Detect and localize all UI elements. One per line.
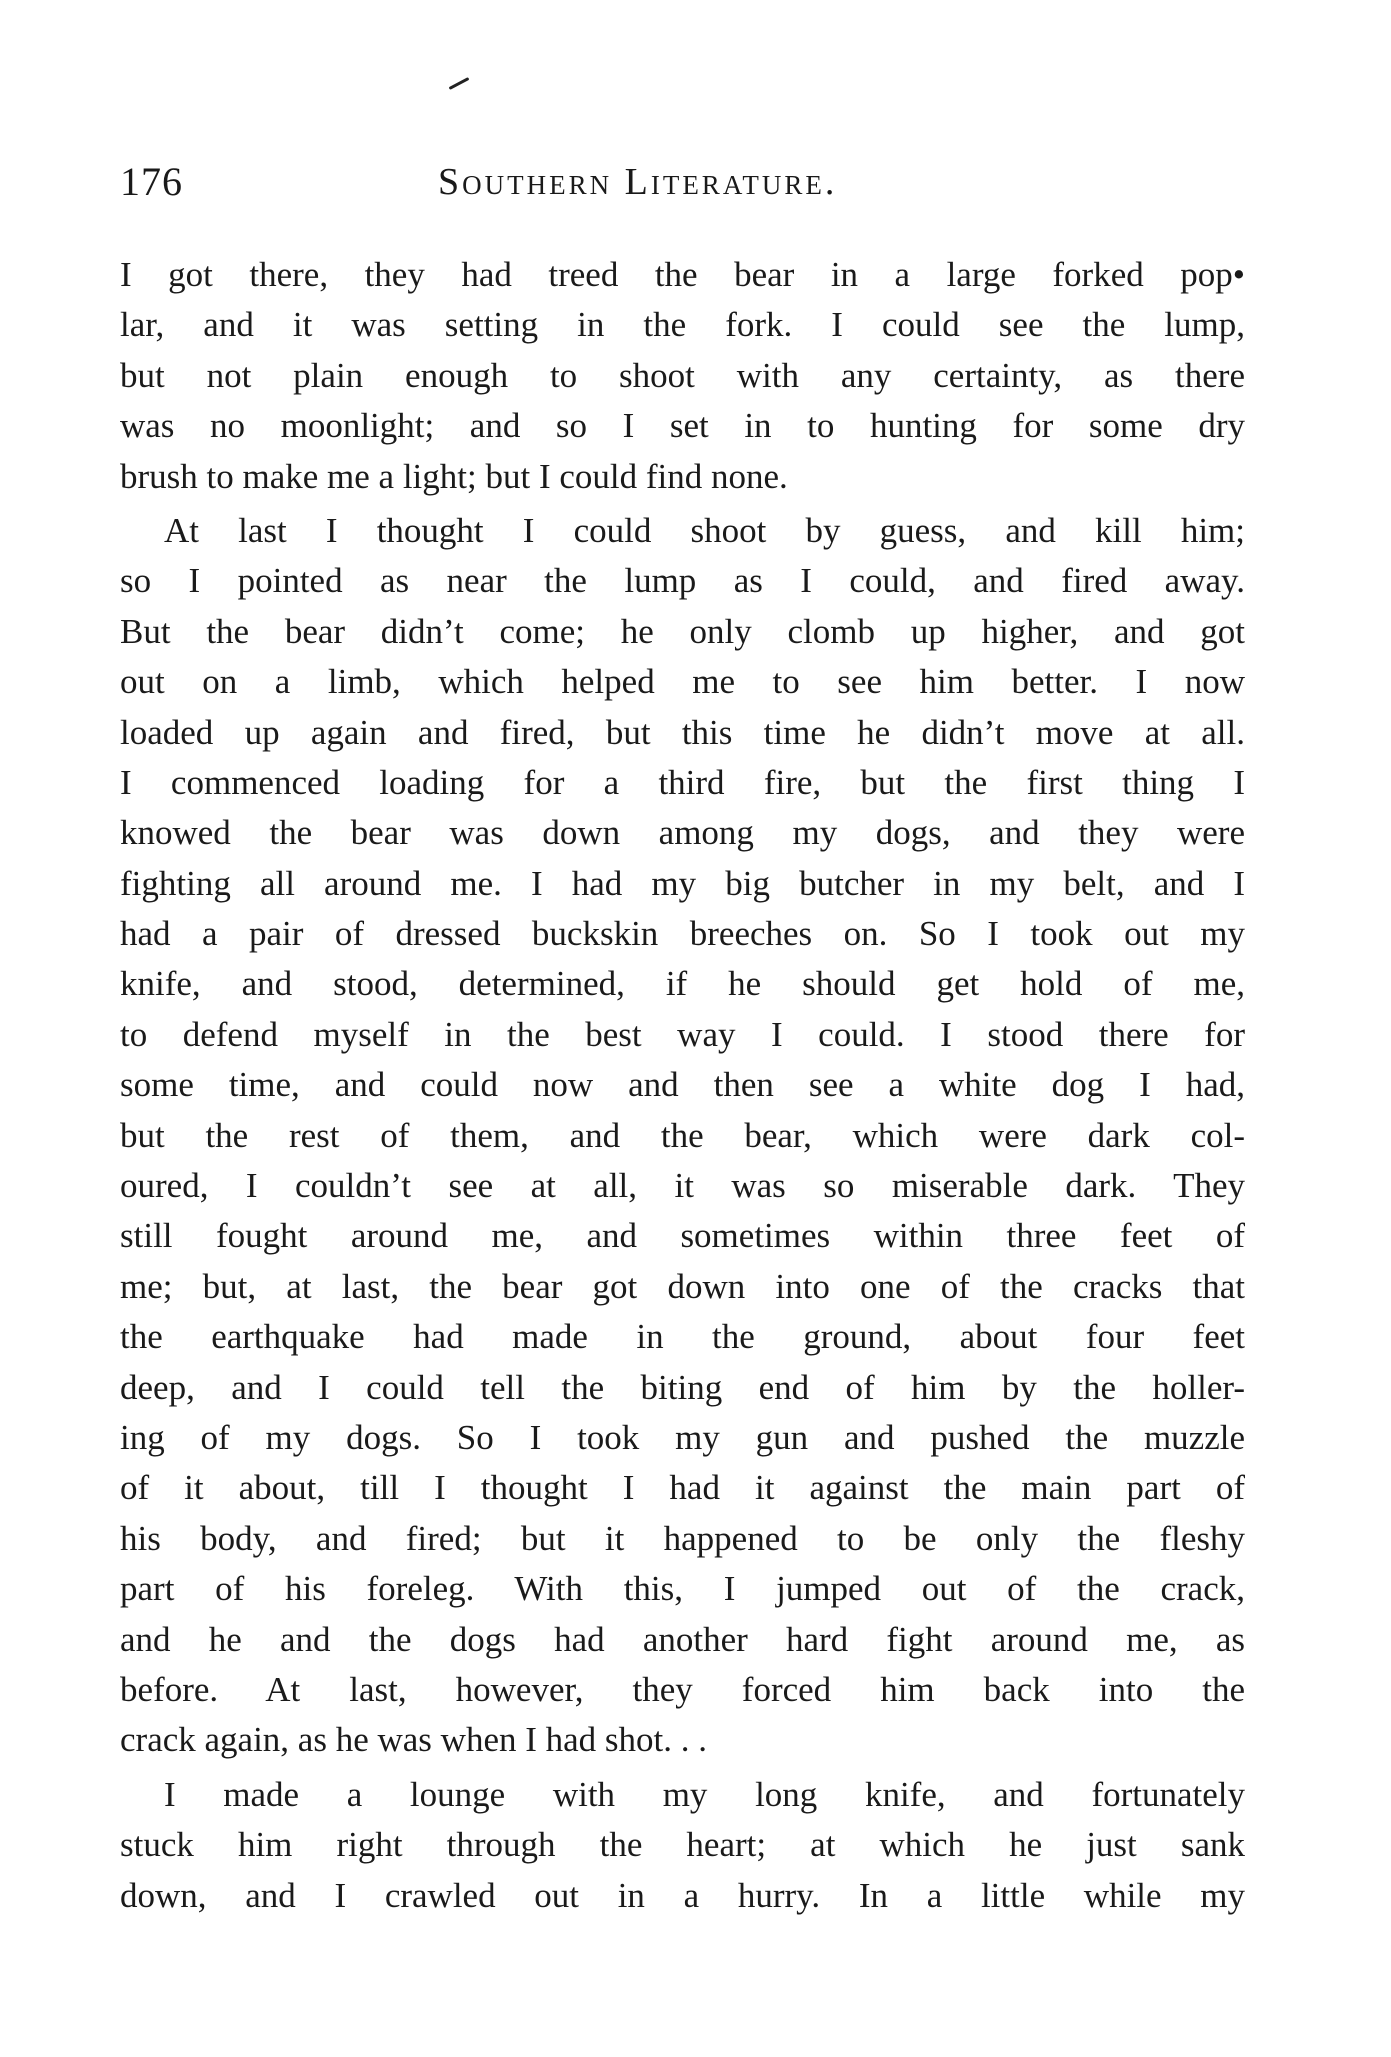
page-header: [120, 158, 1245, 218]
text-line: fighting all around me. I had my big butcher in my belt, and I: [120, 863, 1245, 903]
text-line: I commenced loading for a third fire, but the first thing I: [120, 762, 1245, 802]
text-line: I got there, they had treed the bear in a large forked pop•: [120, 255, 1245, 294]
text-line: to defend myself in the best way I could. I stood there for: [120, 1014, 1245, 1054]
text-line: crack again, as he was when I had shot. . .: [120, 1720, 708, 1760]
text-line: so I pointed as near the lump as I could, and fired away.: [120, 561, 1245, 601]
text-line: knife, and stood, determined, if he should get hold of me,: [120, 964, 1245, 1004]
text-line: At last I thought I could shoot by guess, and kill him;: [164, 510, 1245, 550]
running-title: Southern Literature.: [438, 161, 838, 203]
text-line: his body, and fired; but it happened to be only the fleshy: [120, 1518, 1245, 1558]
text-line: But the bear didn’t come; he only clomb up higher, and got: [120, 611, 1245, 651]
text-line: still fought around me, and sometimes within three feet of: [120, 1216, 1245, 1256]
page-number: 176: [120, 159, 183, 204]
text-line: the earthquake had made in the ground, about four feet: [120, 1317, 1245, 1357]
text-line: out on a limb, which helped me to see him better. I now: [120, 662, 1245, 702]
text-line: before. At last, however, they forced him back into the: [120, 1669, 1245, 1709]
text-line: knowed the bear was down among my dogs, and they were: [120, 813, 1245, 853]
text-line: ing of my dogs. So I took my gun and pushed the muzzle: [120, 1417, 1245, 1457]
text-line: but not plain enough to shoot with any certainty, as there: [120, 355, 1245, 395]
ink-mark: [449, 77, 470, 90]
text-line: down, and I crawled out in a hurry. In a little while my: [120, 1875, 1245, 1915]
text-line: I made a lounge with my long knife, and fortunately: [164, 1774, 1245, 1814]
text-line: me; but, at last, the bear got down into one of the cracks that: [120, 1266, 1245, 1306]
text-line: stuck him right through the heart; at which he just sank: [120, 1825, 1245, 1865]
text-line: loaded up again and fired, but this time he didn’t move at all.: [120, 712, 1245, 752]
text-line: had a pair of dressed buckskin breeches on. So I took out my: [120, 914, 1245, 954]
text-line: lar, and it was setting in the fork. I could see the lump,: [120, 305, 1245, 345]
text-line: deep, and I could tell the biting end of him by the holler-: [120, 1367, 1245, 1407]
text-line: oured, I couldn’t see at all, it was so miserable dark. They: [120, 1166, 1245, 1206]
text-line: was no moonlight; and so I set in to hunting for some dry: [120, 406, 1245, 446]
body-text: [120, 250, 1245, 1921]
text-line: brush to make me a light; but I could find none.: [120, 456, 788, 496]
text-line: of it about, till I thought I had it against the main part of: [120, 1468, 1245, 1508]
text-line: some time, and could now and then see a white dog I had,: [120, 1065, 1245, 1105]
text-line: and he and the dogs had another hard fight around me, as: [120, 1619, 1245, 1659]
text-line: part of his foreleg. With this, I jumped out of the crack,: [120, 1569, 1245, 1609]
text-line: but the rest of them, and the bear, which were dark col-: [120, 1115, 1245, 1155]
